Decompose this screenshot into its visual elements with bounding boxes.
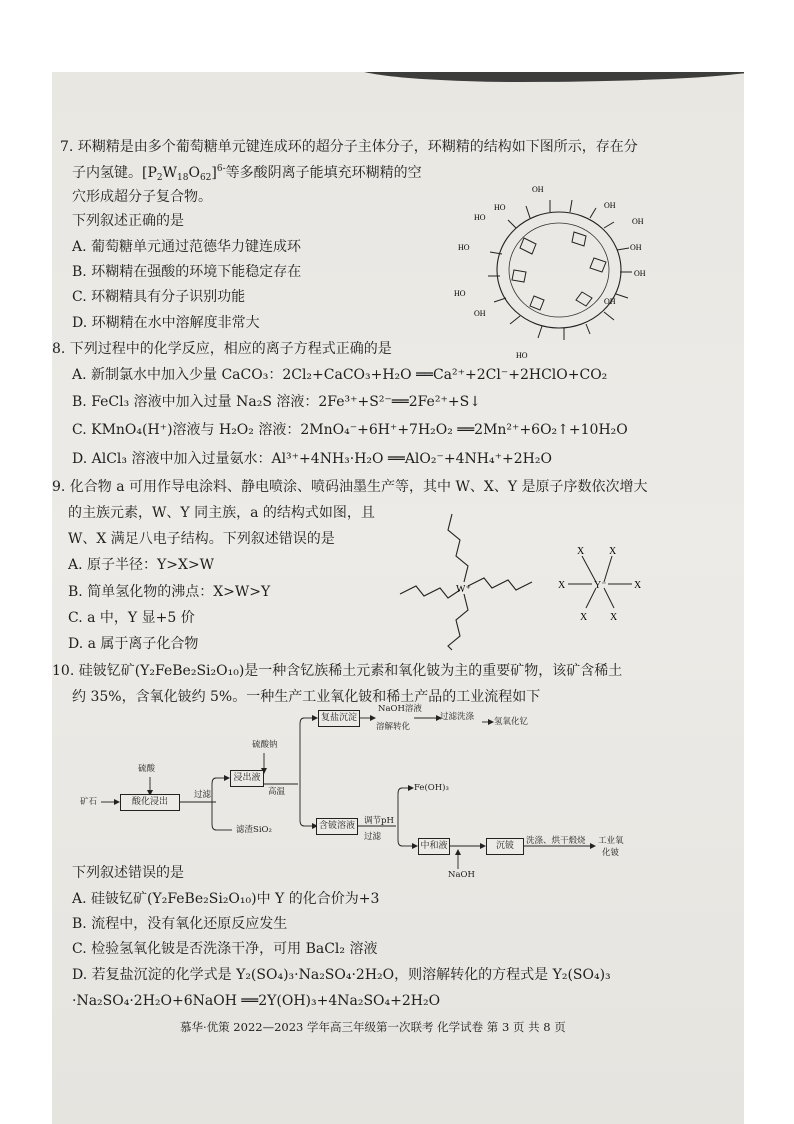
oh-label-2: OH bbox=[604, 201, 616, 210]
q10-option-d-line1: D. 若复盐沉淀的化学式是 Y₂(SO₄)₃·Na₂SO₄·2H₂O，则溶解转化的方程式是 Y₂(SO₄)₃ bbox=[72, 967, 611, 983]
ho-label-3: HO bbox=[458, 243, 470, 252]
oh-label-top: OH bbox=[532, 185, 544, 194]
q9-option-b: B. 简单氢化物的沸点：X>W>Y bbox=[68, 584, 271, 600]
w-cation-label: W⁺ bbox=[456, 584, 471, 595]
y-anion-label: Y⁻ bbox=[594, 580, 607, 591]
q8-option-a: A. 新制氯水中加入少量 CaCO₃：2Cl₂+CaCO₃+H₂O ══Ca²⁺+2Cl⁻+2HClO+CO₂ bbox=[72, 367, 608, 383]
q10-option-a: A. 硅铍钇矿(Y₂FeBe₂Si₂O₁₀)中 Y 的化合价为+3 bbox=[72, 891, 380, 907]
flow-yttrium-hydroxide: 氢氧化钇 bbox=[494, 717, 529, 727]
q10-option-c: C. 检验氢氧化铍是否洗涤干净，可用 BaCl₂ 溶液 bbox=[72, 941, 378, 957]
exam-page bbox=[52, 72, 744, 1124]
q7-option-d: D. 环糊精在水中溶解度非常大 bbox=[72, 315, 260, 331]
x-label-2: X bbox=[609, 546, 617, 557]
flow-dissolve: 溶解转化 bbox=[376, 722, 411, 732]
flow-adjust-ph: 调节pH bbox=[364, 816, 394, 826]
flow-sodium-sulfate: 硫酸钠 bbox=[252, 740, 278, 750]
ho-label-1: HO bbox=[474, 213, 486, 222]
x-label-3: X bbox=[558, 580, 566, 591]
ho-label-5: HO bbox=[516, 351, 528, 360]
oh-label-4: OH bbox=[630, 243, 642, 252]
oh-label-6: OH bbox=[474, 309, 486, 318]
q7-option-a: A. 葡萄糖单元通过范德华力键连成环 bbox=[72, 239, 302, 255]
flow-box-ppt-be: 沉铍 bbox=[486, 838, 524, 855]
q9-line3: W、X 满足八电子结构。下列叙述错误的是 bbox=[68, 531, 335, 547]
ho-label-2: HO bbox=[494, 203, 506, 212]
flow-naoh-solution: NaOH溶液 bbox=[378, 704, 422, 714]
flow-product-line2: 化铍 bbox=[602, 848, 620, 858]
x-label-5: X bbox=[580, 612, 588, 623]
x-label-6: X bbox=[610, 612, 618, 623]
flow-sulfuric-acid: 硫酸 bbox=[138, 764, 156, 774]
q7-option-b: B. 环糊精在强酸的环境下能稳定存在 bbox=[72, 264, 302, 280]
flow-feoh3: Fe(OH)₃ bbox=[414, 783, 449, 793]
q7-line3: 穴形成超分子复合物。 bbox=[72, 189, 212, 205]
flow-box-leachate: 浸出液 bbox=[230, 770, 264, 787]
flow-ore: 矿石 bbox=[80, 797, 98, 807]
flow-product-line1: 工业氧 bbox=[598, 836, 624, 846]
flow-residue-sio2: 滤渣SiO₂ bbox=[236, 825, 272, 835]
q7-line2: 子内氢键。$[P_2W_{18}O_{62}]^{6-}$等多酸阴离子能填充环糊精的空 bbox=[72, 164, 422, 183]
q7-option-c: C. 环糊精具有分子识别功能 bbox=[72, 289, 246, 305]
x-label-4: X bbox=[634, 580, 642, 591]
flow-filter-1: 过滤 bbox=[194, 790, 212, 800]
q8-option-c: C. KMnO₄(H⁺)溶液与 H₂O₂ 溶液：2MnO₄⁻+6H⁺+7H₂O₂ ══2Mn²⁺+6O₂↑+10H₂O bbox=[72, 422, 628, 438]
q9-option-c: C. a 中，Y 显+5 价 bbox=[68, 610, 195, 626]
flow-wash-dry-calcine: 洗涤、烘干煅烧 bbox=[526, 836, 586, 846]
q9-line1: 9. 化合物 a 可用作导电涂料、静电喷涂、喷码油墨生产等，其中 W、X、Y 是原子序数依次增大 bbox=[52, 479, 648, 495]
page-footer: 慕华·优策 2022—2023 学年高三年级第一次联考 化学试卷 第 3 页 共 8 页 bbox=[180, 1020, 566, 1034]
q10-line1: 10. 硅铍钇矿(Y₂FeBe₂Si₂O₁₀)是一种含钇族稀土元素和氧化铍为主的重要矿物，该矿含稀土 bbox=[52, 663, 623, 679]
q8-option-d: D. AlCl₃ 溶液中加入过量氨水：Al³⁺+4NH₃·H₂O ══AlO₂⁻+4NH₄⁺+2H₂O bbox=[72, 451, 552, 467]
flow-filter-2: 过滤 bbox=[364, 832, 382, 842]
q10-stem: 下列叙述错误的是 bbox=[72, 865, 184, 881]
flow-box-be-solution: 含铍溶液 bbox=[316, 818, 358, 835]
flow-high-temp: 高温 bbox=[268, 787, 286, 797]
q10-option-d-line2: ·Na₂SO₄·2H₂O+6NaOH ══2Y(OH)₃+4Na₂SO₄+2H₂O bbox=[72, 993, 441, 1009]
q10-option-b: B. 流程中，没有氧化还原反应发生 bbox=[72, 916, 288, 932]
flow-box-neutral: 中和液 bbox=[418, 838, 450, 855]
flow-box-double-salt: 复盐沉淀 bbox=[318, 710, 360, 727]
q10-line2: 约 35%，含氧化铍约 5%。一种生产工业氧化铍和稀土产品的工业流程如下 bbox=[72, 689, 541, 705]
q9-option-d: D. a 属于离子化合物 bbox=[68, 636, 199, 652]
flow-filter-wash: 过滤洗涤 bbox=[440, 712, 475, 722]
ho-label-4: HO bbox=[454, 289, 466, 298]
x-label-1: X bbox=[577, 546, 585, 557]
oh-label-3: OH bbox=[632, 217, 644, 226]
q7-line1: 7. 环糊精是由多个葡萄糖单元键连成环的超分子主体分子，环糊精的结构如下图所示，存在分 bbox=[60, 139, 638, 155]
oh-label-5: OH bbox=[634, 269, 646, 278]
flow-box-acid-leach: 酸化浸出 bbox=[120, 794, 180, 811]
q9-line2: 的主族元素，W、Y 同主族，a 的结构式如图，且 bbox=[68, 505, 375, 521]
q7-stem: 下列叙述正确的是 bbox=[72, 213, 184, 229]
q9-option-a: A. 原子半径：Y>X>W bbox=[68, 557, 215, 573]
q8-stem: 8. 下列过程中的化学反应，相应的离子方程式正确的是 bbox=[52, 341, 392, 357]
oh-label-7: OH bbox=[604, 297, 616, 306]
q8-option-b: B. FeCl₃ 溶液中加入过量 Na₂S 溶液：2Fe³⁺+S²⁻══2Fe²⁺+S↓ bbox=[72, 394, 481, 410]
flow-naoh: NaOH bbox=[448, 870, 475, 880]
